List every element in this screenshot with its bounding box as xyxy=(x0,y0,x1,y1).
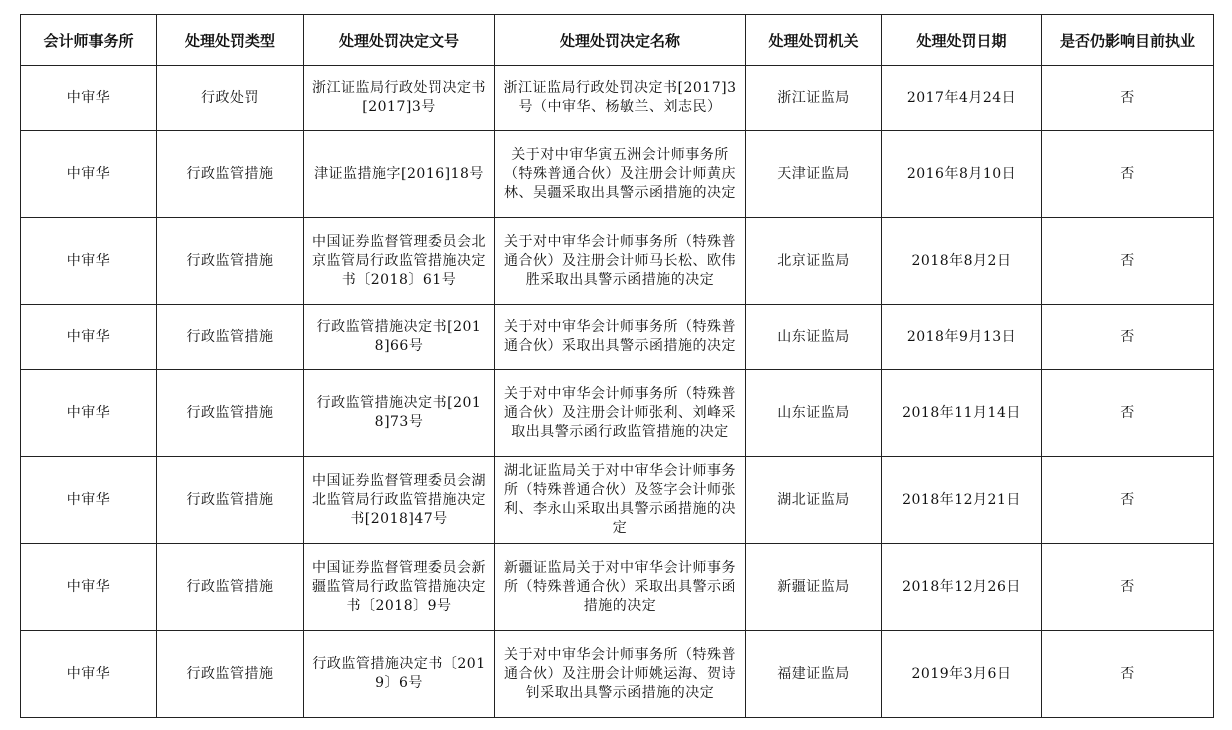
cell-date: 2018年12月26日 xyxy=(882,544,1042,631)
table-row xyxy=(21,544,1214,631)
cell-authority: 山东证监局 xyxy=(746,305,882,370)
header-still-affects: 是否仍影响目前执业 xyxy=(1042,15,1214,66)
table-row xyxy=(21,218,1214,305)
penalty-records-table xyxy=(20,14,1214,718)
cell-decision-name: 关于对中审华寅五洲会计师事务所（特殊普通合伙）及注册会计师黄庆林、吴疆采取出具警示函措施的决定 xyxy=(495,131,746,218)
table-row xyxy=(21,305,1214,370)
cell-still-affects: 否 xyxy=(1042,66,1214,131)
cell-firm: 中审华 xyxy=(21,544,157,631)
cell-decision-name: 关于对中审华会计师事务所（特殊普通合伙）及注册会计师姚运海、贺诗钊采取出具警示函措施的决定 xyxy=(495,631,746,718)
cell-firm: 中审华 xyxy=(21,66,157,131)
cell-date: 2018年12月21日 xyxy=(882,457,1042,544)
cell-date: 2018年8月2日 xyxy=(882,218,1042,305)
cell-authority: 天津证监局 xyxy=(746,131,882,218)
cell-date: 2018年11月14日 xyxy=(882,370,1042,457)
cell-authority: 湖北证监局 xyxy=(746,457,882,544)
cell-firm: 中审华 xyxy=(21,305,157,370)
cell-still-affects: 否 xyxy=(1042,218,1214,305)
cell-doc-no: 浙江证监局行政处罚决定书[2017]3号 xyxy=(304,66,495,131)
table-row xyxy=(21,457,1214,544)
cell-doc-no: 行政监管措施决定书〔2019〕6号 xyxy=(304,631,495,718)
cell-type: 行政监管措施 xyxy=(157,305,304,370)
cell-type: 行政监管措施 xyxy=(157,131,304,218)
cell-authority: 山东证监局 xyxy=(746,370,882,457)
cell-still-affects: 否 xyxy=(1042,370,1214,457)
cell-doc-no: 中国证券监督管理委员会湖北监管局行政监管措施决定书[2018]47号 xyxy=(304,457,495,544)
cell-doc-no: 中国证券监督管理委员会新疆监管局行政监管措施决定书〔2018〕9号 xyxy=(304,544,495,631)
table-row xyxy=(21,370,1214,457)
cell-doc-no: 津证监措施字[2016]18号 xyxy=(304,131,495,218)
cell-still-affects: 否 xyxy=(1042,544,1214,631)
header-doc-no: 处理处罚决定文号 xyxy=(304,15,495,66)
table-row xyxy=(21,131,1214,218)
cell-date: 2017年4月24日 xyxy=(882,66,1042,131)
cell-type: 行政监管措施 xyxy=(157,631,304,718)
cell-type: 行政监管措施 xyxy=(157,370,304,457)
cell-authority: 浙江证监局 xyxy=(746,66,882,131)
cell-still-affects: 否 xyxy=(1042,631,1214,718)
cell-doc-no: 行政监管措施决定书[2018]73号 xyxy=(304,370,495,457)
cell-still-affects: 否 xyxy=(1042,457,1214,544)
header-date: 处理处罚日期 xyxy=(882,15,1042,66)
cell-doc-no: 行政监管措施决定书[2018]66号 xyxy=(304,305,495,370)
cell-firm: 中审华 xyxy=(21,218,157,305)
cell-date: 2018年9月13日 xyxy=(882,305,1042,370)
header-type: 处理处罚类型 xyxy=(157,15,304,66)
cell-authority: 福建证监局 xyxy=(746,631,882,718)
cell-firm: 中审华 xyxy=(21,631,157,718)
cell-decision-name: 湖北证监局关于对中审华会计师事务所（特殊普通合伙）及签字会计师张利、李永山采取出具警示函措施的决定 xyxy=(495,457,746,544)
cell-type: 行政监管措施 xyxy=(157,544,304,631)
header-row xyxy=(21,15,1214,66)
cell-doc-no: 中国证券监督管理委员会北京监管局行政监管措施决定书〔2018〕61号 xyxy=(304,218,495,305)
header-authority: 处理处罚机关 xyxy=(746,15,882,66)
cell-decision-name: 关于对中审华会计师事务所（特殊普通合伙）采取出具警示函措施的决定 xyxy=(495,305,746,370)
cell-firm: 中审华 xyxy=(21,457,157,544)
cell-still-affects: 否 xyxy=(1042,305,1214,370)
cell-date: 2016年8月10日 xyxy=(882,131,1042,218)
header-firm: 会计师事务所 xyxy=(21,15,157,66)
cell-authority: 新疆证监局 xyxy=(746,544,882,631)
table-row xyxy=(21,631,1214,718)
cell-firm: 中审华 xyxy=(21,131,157,218)
cell-authority: 北京证监局 xyxy=(746,218,882,305)
cell-decision-name: 关于对中审华会计师事务所（特殊普通合伙）及注册会计师马长松、欧伟胜采取出具警示函措施的决定 xyxy=(495,218,746,305)
table-row xyxy=(21,66,1214,131)
cell-type: 行政监管措施 xyxy=(157,457,304,544)
cell-date: 2019年3月6日 xyxy=(882,631,1042,718)
header-decision-name: 处理处罚决定名称 xyxy=(495,15,746,66)
cell-type: 行政处罚 xyxy=(157,66,304,131)
cell-decision-name: 新疆证监局关于对中审华会计师事务所（特殊普通合伙）采取出具警示函措施的决定 xyxy=(495,544,746,631)
cell-type: 行政监管措施 xyxy=(157,218,304,305)
cell-decision-name: 关于对中审华会计师事务所（特殊普通合伙）及注册会计师张利、刘峰采取出具警示函行政监管措施的决定 xyxy=(495,370,746,457)
cell-decision-name: 浙江证监局行政处罚决定书[2017]3号（中审华、杨敏兰、刘志民） xyxy=(495,66,746,131)
cell-still-affects: 否 xyxy=(1042,131,1214,218)
cell-firm: 中审华 xyxy=(21,370,157,457)
